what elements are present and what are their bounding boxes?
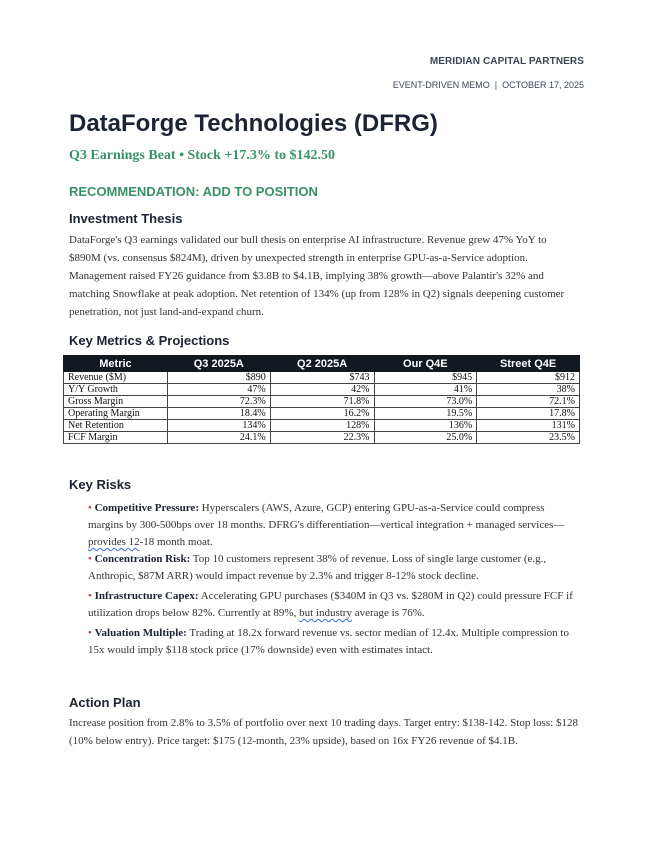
thesis-heading: Investment Thesis [69,211,183,226]
memo-type: EVENT-DRIVEN MEMO [392,80,490,90]
column-header: Q2 2025A [270,356,374,372]
page-subtitle: Q3 Earnings Beat • Stock +17.3% to $142.50 [69,148,336,163]
bullet-marker: • [88,502,92,514]
risk-title: Competitive Pressure: [94,502,199,514]
risks-heading: Key Risks [69,477,132,492]
table-cell: 73.0% [374,396,477,408]
column-header: Our Q4E [374,356,477,372]
table-row [64,432,580,444]
table-cell: $945 [374,372,477,384]
bullet-marker: • [88,627,92,639]
metrics-table [63,355,580,444]
risk-text: -18 month moat. [139,536,213,548]
table-cell: 24.1% [167,432,270,444]
table-row [64,396,580,408]
table-row [64,420,580,432]
table-row [64,408,580,420]
table-cell: $743 [270,372,374,384]
recommendation: RECOMMENDATION: ADD TO POSITION [69,184,318,199]
risk-text: Top 10 customers represent 38% of revenue. Loss of single large customer (e.g., Anthropic, $87M ARR) would impact revenue by 2.3% and trigger 8-12% stock decline. [88,553,547,582]
spellcheck-mark: but industry [299,607,352,619]
risk-item [88,500,580,551]
risk-text: average is 76%. [351,607,425,619]
table-cell: $890 [167,372,270,384]
table-cell: Operating Margin [64,408,168,420]
table-cell: 19.5% [374,408,477,420]
table-cell: FCF Margin [64,432,168,444]
firm-name: MERIDIAN CAPITAL PARTNERS [429,56,584,67]
risk-text: Hyperscalers (AWS, Azure, GCP) entering GPU-as-a-Service could compress margins by 300-500bps over 18 months. DFRG's differentiation—vertical integration + managed services— [88,502,565,531]
table-cell: Y/Y Growth [64,384,168,396]
memo-separator: | [494,80,498,90]
spellcheck-mark: provides 12 [88,536,140,548]
table-cell: 16.2% [270,408,374,420]
table-cell: 17.8% [477,408,580,420]
action-body: Increase position from 2.8% to 3.5% of portfolio over next 10 trading days. Target entry: $138-142. Stop loss: $128 (10% below entry). Price target: $175 (12-month, 23% upside), based on 16x FY26 revenue of $4.1B. [69,717,579,747]
table-cell: 72.3% [167,396,270,408]
table-cell: 47% [167,384,270,396]
table-cell: 25.0% [374,432,477,444]
risk-title: Concentration Risk: [94,553,191,565]
thesis-body: DataForge's Q3 earnings validated our bull thesis on enterprise AI infrastructure. Revenue grew 47% YoY to $890M (vs. consensus $824M), driven by unexpected strength in enterprise GPU-as-a-Service adoption. Management raised FY26 guidance from $3.8B to $4.1B, implying 38% growth—above Palantir's 32% and matching Snowflake at peak adoption. Net retention of 134% (up from 128% in Q2) signals deepening customer penetration, not just land-and-expand churn. [69,234,565,318]
risk-item [88,551,580,585]
risk-title: Valuation Multiple: [94,627,187,639]
table-cell: 136% [374,420,477,432]
table-cell: 22.3% [270,432,374,444]
memo-line [393,80,584,90]
page-title: DataForge Technologies (DFRG) [69,110,438,137]
table-cell: 42% [270,384,374,396]
table-cell: Net Retention [64,420,168,432]
metrics-header-row [64,356,580,372]
risk-text: Accelerating GPU purchases ($340M in Q3 vs. $280M in Q2) could pressure FCF if utilization drops below 82%. Currently at 89%, [88,590,573,619]
column-header: Street Q4E [477,356,580,372]
risk-item [88,625,580,659]
table-cell: 72.1% [477,396,580,408]
table-row [64,372,580,384]
table-cell: Revenue ($M) [64,372,168,384]
metrics-heading: Key Metrics & Projections [69,333,230,348]
table-cell: Gross Margin [64,396,168,408]
table-cell: 23.5% [477,432,580,444]
table-cell: 38% [477,384,580,396]
table-cell: 134% [167,420,270,432]
bullet-marker: • [88,590,92,602]
risk-text: Trading at 18.2x forward revenue vs. sector median of 12.4x. Multiple compression to 15x would imply $118 stock price (17% downside) even with estimates intact. [88,627,569,656]
column-header: Q3 2025A [167,356,270,372]
bullet-marker: • [88,553,92,565]
table-cell: 71.8% [270,396,374,408]
column-header: Metric [64,356,168,372]
risk-item [88,588,580,622]
memo-date: OCTOBER 17, 2025 [502,80,584,90]
risk-title: Infrastructure Capex: [94,590,199,602]
table-cell: 18.4% [167,408,270,420]
table-cell: 128% [270,420,374,432]
table-row [64,384,580,396]
table-cell: 131% [477,420,580,432]
table-cell: $912 [477,372,580,384]
table-cell: 41% [374,384,477,396]
action-heading: Action Plan [69,695,141,710]
